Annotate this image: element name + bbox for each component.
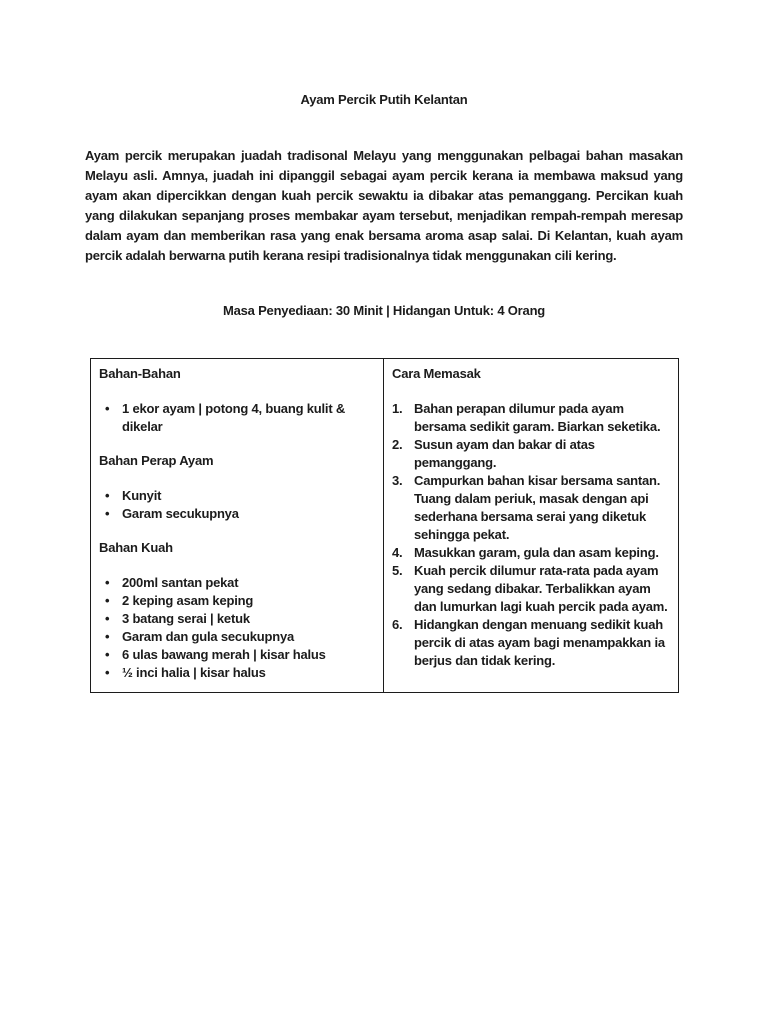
ingredient-item: • ½ inci halia | kisar halus xyxy=(99,664,375,682)
ingredient-item: • Kunyit xyxy=(99,487,375,505)
steps-list xyxy=(392,400,670,670)
ingredient-item: • Garam secukupnya xyxy=(99,505,375,523)
step-item: Masukkan garam, gula dan asam keping. xyxy=(414,545,659,560)
section-title-kuah: Bahan Kuah xyxy=(99,540,173,555)
ingredient-list-main xyxy=(99,400,375,436)
step-item: Bahan perapan dilumur pada ayam bersama sedikit garam. Biarkan seketika. xyxy=(414,401,661,434)
ingredient-item: • Garam dan gula secukupnya xyxy=(99,628,375,646)
ingredient-item: • 3 batang serai | ketuk xyxy=(99,610,375,628)
ingredients-column xyxy=(91,359,384,692)
prep-info: Masa Penyediaan: 30 Minit | Hidangan Untuk: 4 Orang xyxy=(222,303,546,318)
section-title-perap: Bahan Perap Ayam xyxy=(99,453,214,468)
page-title: Ayam Percik Putih Kelantan xyxy=(300,92,468,107)
step-item: Susun ayam dan bakar di atas pemanggang. xyxy=(414,437,595,470)
ingredient-list-kuah xyxy=(99,574,375,682)
ingredients-header: Bahan-Bahan xyxy=(99,366,181,381)
step-item: Hidangkan dengan menuang sedikit kuah percik di atas ayam bagi menampakkan ia berjus dan tidak kering. xyxy=(414,617,665,668)
step-item: Campurkan bahan kisar bersama santan. Tuang dalam periuk, masak dengan api sederhana bersama serai yang diketuk sehingga pekat. xyxy=(414,473,661,542)
step-item: Kuah percik dilumur rata-rata pada ayam yang sedang dibakar. Terbalikkan ayam dan lumurkan lagi kuah percik pada ayam. xyxy=(414,563,668,614)
ingredient-item: • 1 ekor ayam | potong 4, buang kulit & dikelar xyxy=(99,400,375,436)
intro-paragraph: Ayam percik merupakan juadah tradisonal Melayu yang menggunakan pelbagai bahan masakan Melayu asli. Amnya, juadah ini dipanggil sebagai ayam percik kerana ia membawa maksud yang ayam akan dipercikkan dengan kuah percik sewaktu ia dibakar atas pemanggang. Percikan kuah yang dilakukan sepanjang proses membakar ayam tersebut, menjadikan rempah-rempah meresap dalam ayam dan memberikan rasa yang enak bersama aroma asap salai. Di Kelantan, kuah ayam percik adalah berwarna putih kerana resipi tradisionalnya tidak menggunakan cili kering. xyxy=(85,148,683,263)
recipe-table xyxy=(90,358,679,693)
ingredient-item: • 200ml santan pekat xyxy=(99,574,375,592)
steps-header: Cara Memasak xyxy=(392,366,481,381)
ingredient-item: • 6 ulas bawang merah | kisar halus xyxy=(99,646,375,664)
ingredient-item: • 2 keping asam keping xyxy=(99,592,375,610)
steps-column xyxy=(384,359,678,692)
ingredient-list-perap xyxy=(99,487,375,523)
